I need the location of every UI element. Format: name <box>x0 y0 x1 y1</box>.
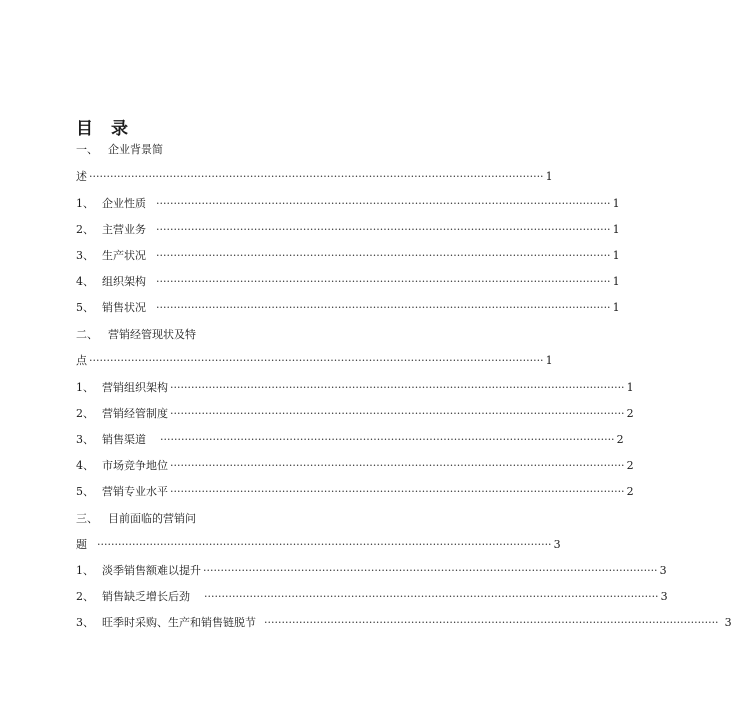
section-number: 一、 <box>76 143 98 156</box>
dot-leader: ·································································································································· <box>170 459 625 472</box>
section-heading <box>76 512 196 526</box>
toc-entry <box>76 459 634 473</box>
toc-entry <box>76 249 620 263</box>
entry-label: 营销专业水平 <box>102 485 168 498</box>
entry-number: 5、 <box>76 301 94 314</box>
entry-label: 旺季时采购、生产和销售链脱节 <box>102 616 256 629</box>
page-number: 3 <box>660 590 668 603</box>
page-number: 1 <box>612 249 620 262</box>
entry-number: 3、 <box>76 616 94 629</box>
entry-number: 5、 <box>76 485 94 498</box>
section-title: 营销经管现状及特 <box>108 328 196 341</box>
entry-number: 2、 <box>76 590 94 603</box>
toc-entry <box>76 564 667 578</box>
entry-label: 市场竞争地位 <box>102 459 168 472</box>
section-title: 企业背景简 <box>108 143 163 156</box>
entry-label: 生产状况 <box>102 249 146 262</box>
dot-leader: ·································································································································· <box>156 249 611 262</box>
section-heading <box>76 143 163 157</box>
entry-label: 销售渠道 <box>102 433 146 446</box>
toc-title: 目录 <box>76 119 146 139</box>
entry-label: 营销组织架构 <box>102 381 168 394</box>
entry-label: 营销经管制度 <box>102 407 168 420</box>
page-number: 1 <box>545 170 553 183</box>
entry-number: 1、 <box>76 197 94 210</box>
dot-leader: ·································································································································· <box>89 170 544 183</box>
entry-number: 4、 <box>76 275 94 288</box>
dot-leader: ·································································································································· <box>156 197 611 210</box>
entry-label: 组织架构 <box>102 275 146 288</box>
toc-entry <box>76 590 668 604</box>
section-title-continued: 述 <box>76 170 87 183</box>
entry-number: 2、 <box>76 223 94 236</box>
toc-entry <box>76 275 620 289</box>
toc-entry <box>76 485 634 499</box>
dot-leader: ·································································································································· <box>170 381 625 394</box>
toc-entry <box>76 301 620 315</box>
page-number: 1 <box>626 381 634 394</box>
section-heading-continued <box>76 538 561 552</box>
page-number: 1 <box>612 223 620 236</box>
entry-label: 企业性质 <box>102 197 146 210</box>
page-number: 2 <box>626 407 634 420</box>
section-heading-continued <box>76 354 553 368</box>
page-number: 1 <box>545 354 553 367</box>
dot-leader: ·································································································································· <box>170 485 625 498</box>
dot-leader: ·································································································································· <box>156 275 611 288</box>
page-number: 2 <box>616 433 624 446</box>
page-number: 3 <box>659 564 667 577</box>
entry-label: 淡季销售额难以提升 <box>102 564 201 577</box>
toc-entry <box>76 433 624 447</box>
page-number: 3 <box>553 538 561 551</box>
section-title-continued: 点 <box>76 354 87 367</box>
section-number: 二、 <box>76 328 98 341</box>
page-number: 2 <box>626 459 634 472</box>
toc-entry <box>76 616 732 630</box>
entry-label: 主营业务 <box>102 223 146 236</box>
dot-leader: ·································································································································· <box>156 223 611 236</box>
entry-number: 1、 <box>76 564 94 577</box>
page-number: 1 <box>612 275 620 288</box>
entry-number: 1、 <box>76 381 94 394</box>
dot-leader: ·································································································································· <box>170 407 625 420</box>
section-title-continued: 题 <box>76 538 87 551</box>
toc-entry <box>76 407 634 421</box>
section-heading-continued <box>76 170 553 184</box>
page-number: 3 <box>724 616 732 629</box>
page-number: 1 <box>612 301 620 314</box>
dot-leader: ·································································································································· <box>89 354 544 367</box>
entry-number: 2、 <box>76 407 94 420</box>
dot-leader: ·································································································································· <box>203 564 658 577</box>
dot-leader: ·································································································································· <box>97 538 552 551</box>
section-title: 目前面临的营销问 <box>108 512 196 525</box>
entry-number: 3、 <box>76 249 94 262</box>
entry-number: 4、 <box>76 459 94 472</box>
dot-leader: ·································································································································· <box>156 301 611 314</box>
dot-leader: ·································································································································· <box>204 590 659 603</box>
dot-leader: ·································································································································· <box>160 433 615 446</box>
entry-label: 销售缺乏增长后劲 <box>102 590 190 603</box>
entry-number: 3、 <box>76 433 94 446</box>
toc-entry <box>76 197 620 211</box>
toc-entry <box>76 381 634 395</box>
section-number: 三、 <box>76 512 98 525</box>
dot-leader: ·································································································································· <box>264 616 719 629</box>
page-number: 2 <box>626 485 634 498</box>
section-heading <box>76 328 196 342</box>
entry-label: 销售状况 <box>102 301 146 314</box>
page-number: 1 <box>612 197 620 210</box>
toc-entry <box>76 223 620 237</box>
